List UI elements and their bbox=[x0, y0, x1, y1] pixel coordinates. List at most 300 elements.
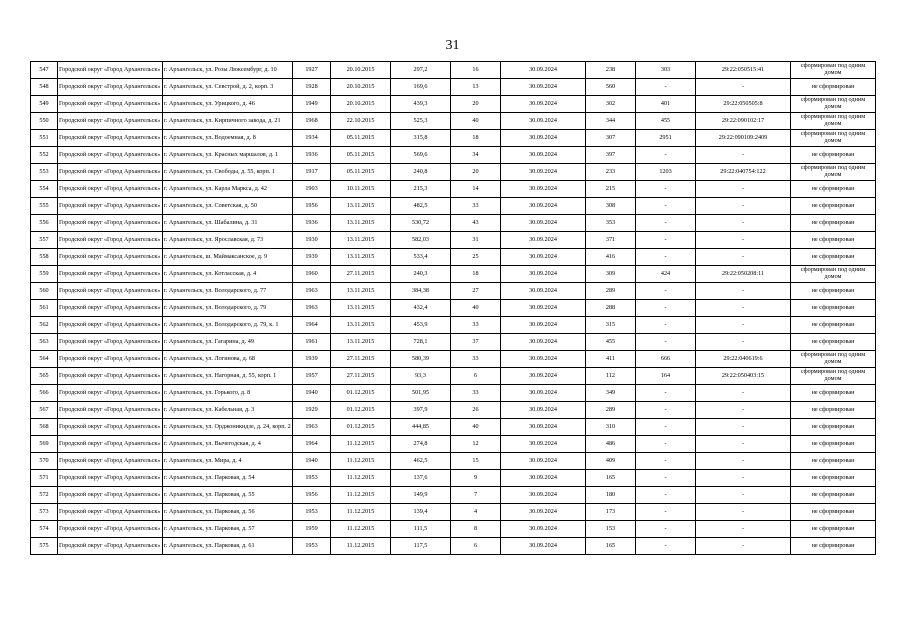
land-plot-status-cell: не сформирован bbox=[791, 249, 876, 266]
value-2-cell: - bbox=[636, 79, 696, 96]
value-2-cell: - bbox=[636, 436, 696, 453]
recognition-date-cell: 13.11.2015 bbox=[331, 232, 391, 249]
cadastral-number-cell: - bbox=[696, 198, 791, 215]
row-number: 552 bbox=[31, 147, 58, 164]
row-number: 562 bbox=[31, 317, 58, 334]
resettlement-deadline-cell: 30.09.2024 bbox=[501, 130, 586, 147]
address-cell: г. Архангельск, ул. Володарского, д. 79 bbox=[163, 300, 293, 317]
land-plot-status-cell: сформирован под одним домом bbox=[791, 62, 876, 79]
recognition-date-cell: 13.11.2015 bbox=[331, 249, 391, 266]
resettlement-deadline-cell: 30.09.2024 bbox=[501, 232, 586, 249]
cadastral-number-cell: - bbox=[696, 249, 791, 266]
municipality-cell: Городской округ «Город Архангельск» bbox=[58, 317, 163, 334]
resettlement-deadline-cell: 30.09.2024 bbox=[501, 147, 586, 164]
resettlement-deadline-cell: 30.09.2024 bbox=[501, 181, 586, 198]
table-row bbox=[31, 164, 876, 181]
value-2-cell: - bbox=[636, 419, 696, 436]
build-year-cell: 1964 bbox=[293, 317, 331, 334]
area-cell: 274,8 bbox=[391, 436, 451, 453]
build-year-cell: 1963 bbox=[293, 419, 331, 436]
build-year-cell: 1956 bbox=[293, 198, 331, 215]
value-1-cell: 215 bbox=[586, 181, 636, 198]
table-row bbox=[31, 113, 876, 130]
address-cell: г. Архангельск, ул. Шабалина, д. 31 bbox=[163, 215, 293, 232]
land-plot-status-cell: не сформирован bbox=[791, 147, 876, 164]
residents-cell: 4 bbox=[451, 504, 501, 521]
recognition-date-cell: 20.10.2015 bbox=[331, 79, 391, 96]
municipality-cell: Городской округ «Город Архангельск» bbox=[58, 164, 163, 181]
residents-cell: 12 bbox=[451, 436, 501, 453]
value-2-cell: 424 bbox=[636, 266, 696, 283]
row-number: 564 bbox=[31, 351, 58, 368]
row-number: 553 bbox=[31, 164, 58, 181]
build-year-cell: 1930 bbox=[293, 232, 331, 249]
value-1-cell: 233 bbox=[586, 164, 636, 181]
land-plot-status-cell: сформирован под одним домом bbox=[791, 368, 876, 385]
cadastral-number-cell: - bbox=[696, 181, 791, 198]
value-1-cell: 411 bbox=[586, 351, 636, 368]
land-plot-status-cell: не сформирован bbox=[791, 300, 876, 317]
resettlement-deadline-cell: 30.09.2024 bbox=[501, 215, 586, 232]
table-row bbox=[31, 385, 876, 402]
municipality-cell: Городской округ «Город Архангельск» bbox=[58, 453, 163, 470]
value-2-cell: - bbox=[636, 538, 696, 555]
row-number: 550 bbox=[31, 113, 58, 130]
row-number: 563 bbox=[31, 334, 58, 351]
value-2-cell: - bbox=[636, 283, 696, 300]
table-row bbox=[31, 504, 876, 521]
municipality-cell: Городской округ «Город Архангельск» bbox=[58, 249, 163, 266]
residents-cell: 40 bbox=[451, 113, 501, 130]
recognition-date-cell: 05.11.2015 bbox=[331, 164, 391, 181]
residents-cell: 33 bbox=[451, 385, 501, 402]
residents-cell: 33 bbox=[451, 351, 501, 368]
area-cell: 462,5 bbox=[391, 453, 451, 470]
address-cell: г. Архангельск, ул. Красных маршалов, д. 1 bbox=[163, 147, 293, 164]
resettlement-deadline-cell: 30.09.2024 bbox=[501, 368, 586, 385]
table-row bbox=[31, 198, 876, 215]
municipality-cell: Городской округ «Город Архангельск» bbox=[58, 130, 163, 147]
municipality-cell: Городской округ «Город Архангельск» bbox=[58, 470, 163, 487]
value-1-cell: 455 bbox=[586, 334, 636, 351]
recognition-date-cell: 20.10.2015 bbox=[331, 62, 391, 79]
value-1-cell: 315 bbox=[586, 317, 636, 334]
area-cell: 501,95 bbox=[391, 385, 451, 402]
municipality-cell: Городской округ «Город Архангельск» bbox=[58, 283, 163, 300]
recognition-date-cell: 13.11.2015 bbox=[331, 283, 391, 300]
row-number: 567 bbox=[31, 402, 58, 419]
row-number: 547 bbox=[31, 62, 58, 79]
value-2-cell: 666 bbox=[636, 351, 696, 368]
table-row bbox=[31, 521, 876, 538]
address-cell: г. Архангельск, ул. Мира, д. 4 bbox=[163, 453, 293, 470]
land-plot-status-cell: не сформирован bbox=[791, 419, 876, 436]
address-cell: г. Архангельск, ул. Володарского, д. 77 bbox=[163, 283, 293, 300]
area-cell: 139,4 bbox=[391, 504, 451, 521]
table-row bbox=[31, 402, 876, 419]
area-cell: 569,6 bbox=[391, 147, 451, 164]
value-2-cell: - bbox=[636, 300, 696, 317]
cadastral-number-cell: - bbox=[696, 215, 791, 232]
value-2-cell: - bbox=[636, 521, 696, 538]
build-year-cell: 1903 bbox=[293, 181, 331, 198]
land-plot-status-cell: не сформирован bbox=[791, 504, 876, 521]
value-2-cell: 401 bbox=[636, 96, 696, 113]
residents-cell: 18 bbox=[451, 266, 501, 283]
value-1-cell: 289 bbox=[586, 283, 636, 300]
residents-cell: 37 bbox=[451, 334, 501, 351]
resettlement-deadline-cell: 30.09.2024 bbox=[501, 198, 586, 215]
area-cell: 149,9 bbox=[391, 487, 451, 504]
value-1-cell: 309 bbox=[586, 266, 636, 283]
cadastral-number-cell: - bbox=[696, 147, 791, 164]
table-row bbox=[31, 317, 876, 334]
cadastral-number-cell: - bbox=[696, 283, 791, 300]
row-number: 571 bbox=[31, 470, 58, 487]
land-plot-status-cell: не сформирован bbox=[791, 215, 876, 232]
cadastral-number-cell: 29:22:050403:15 bbox=[696, 368, 791, 385]
resettlement-deadline-cell: 30.09.2024 bbox=[501, 504, 586, 521]
residents-cell: 27 bbox=[451, 283, 501, 300]
area-cell: 240,8 bbox=[391, 164, 451, 181]
cadastral-number-cell: - bbox=[696, 334, 791, 351]
value-1-cell: 288 bbox=[586, 300, 636, 317]
build-year-cell: 1939 bbox=[293, 351, 331, 368]
value-1-cell: 353 bbox=[586, 215, 636, 232]
residents-cell: 25 bbox=[451, 249, 501, 266]
land-plot-status-cell: не сформирован bbox=[791, 487, 876, 504]
recognition-date-cell: 22.10.2015 bbox=[331, 113, 391, 130]
resettlement-deadline-cell: 30.09.2024 bbox=[501, 334, 586, 351]
value-1-cell: 486 bbox=[586, 436, 636, 453]
value-1-cell: 289 bbox=[586, 402, 636, 419]
resettlement-deadline-cell: 30.09.2024 bbox=[501, 487, 586, 504]
address-cell: г. Архангельск, ул. Володарского, д. 79, к. 1 bbox=[163, 317, 293, 334]
row-number: 572 bbox=[31, 487, 58, 504]
residents-cell: 20 bbox=[451, 96, 501, 113]
table-row bbox=[31, 79, 876, 96]
residents-cell: 26 bbox=[451, 402, 501, 419]
land-plot-status-cell: сформирован под одним домом bbox=[791, 130, 876, 147]
residents-cell: 15 bbox=[451, 453, 501, 470]
residents-cell: 40 bbox=[451, 419, 501, 436]
municipality-cell: Городской округ «Город Архангельск» bbox=[58, 436, 163, 453]
row-number: 557 bbox=[31, 232, 58, 249]
resettlement-deadline-cell: 30.09.2024 bbox=[501, 453, 586, 470]
resettlement-deadline-cell: 30.09.2024 bbox=[501, 419, 586, 436]
value-1-cell: 165 bbox=[586, 538, 636, 555]
area-cell: 453,9 bbox=[391, 317, 451, 334]
residents-cell: 33 bbox=[451, 317, 501, 334]
recognition-date-cell: 11.12.2015 bbox=[331, 453, 391, 470]
land-plot-status-cell: не сформирован bbox=[791, 283, 876, 300]
table-row bbox=[31, 147, 876, 164]
recognition-date-cell: 11.12.2015 bbox=[331, 538, 391, 555]
area-cell: 111,5 bbox=[391, 521, 451, 538]
build-year-cell: 1939 bbox=[293, 249, 331, 266]
value-2-cell: - bbox=[636, 385, 696, 402]
land-plot-status-cell: сформирован под одним домом bbox=[791, 164, 876, 181]
municipality-cell: Городской округ «Город Архангельск» bbox=[58, 96, 163, 113]
address-cell: г. Архангельск, ул. Парковая, д. 57 bbox=[163, 521, 293, 538]
resettlement-deadline-cell: 30.09.2024 bbox=[501, 164, 586, 181]
resettlement-deadline-cell: 30.09.2024 bbox=[501, 317, 586, 334]
area-cell: 525,3 bbox=[391, 113, 451, 130]
value-2-cell: 455 bbox=[636, 113, 696, 130]
table-row bbox=[31, 62, 876, 79]
row-number: 555 bbox=[31, 198, 58, 215]
municipality-cell: Городской округ «Город Архангельск» bbox=[58, 232, 163, 249]
address-cell: г. Архангельск, ул. Логинова, д. 68 bbox=[163, 351, 293, 368]
municipality-cell: Городской округ «Город Архангельск» bbox=[58, 198, 163, 215]
value-2-cell: 303 bbox=[636, 62, 696, 79]
municipality-cell: Городской округ «Город Архангельск» bbox=[58, 334, 163, 351]
value-1-cell: 416 bbox=[586, 249, 636, 266]
build-year-cell: 1968 bbox=[293, 113, 331, 130]
recognition-date-cell: 11.12.2015 bbox=[331, 521, 391, 538]
row-number: 560 bbox=[31, 283, 58, 300]
residents-cell: 6 bbox=[451, 368, 501, 385]
table-row bbox=[31, 334, 876, 351]
page-number: 31 bbox=[445, 38, 460, 53]
land-plot-status-cell: не сформирован bbox=[791, 538, 876, 555]
value-1-cell: 112 bbox=[586, 368, 636, 385]
land-plot-status-cell: сформирован под одним домом bbox=[791, 96, 876, 113]
municipality-cell: Городской округ «Город Архангельск» bbox=[58, 79, 163, 96]
table-row bbox=[31, 487, 876, 504]
resettlement-deadline-cell: 30.09.2024 bbox=[501, 283, 586, 300]
land-plot-status-cell: не сформирован bbox=[791, 521, 876, 538]
area-cell: 432,4 bbox=[391, 300, 451, 317]
value-1-cell: 307 bbox=[586, 130, 636, 147]
resettlement-deadline-cell: 30.09.2024 bbox=[501, 266, 586, 283]
value-2-cell: - bbox=[636, 181, 696, 198]
recognition-date-cell: 13.11.2015 bbox=[331, 215, 391, 232]
row-number: 556 bbox=[31, 215, 58, 232]
cadastral-number-cell: 29:22:040754:122 bbox=[696, 164, 791, 181]
cadastral-number-cell: - bbox=[696, 504, 791, 521]
build-year-cell: 1936 bbox=[293, 215, 331, 232]
table-row bbox=[31, 249, 876, 266]
cadastral-number-cell: 29:22:050515:41 bbox=[696, 62, 791, 79]
build-year-cell: 1953 bbox=[293, 504, 331, 521]
value-2-cell: - bbox=[636, 198, 696, 215]
value-1-cell: 180 bbox=[586, 487, 636, 504]
recognition-date-cell: 05.11.2015 bbox=[331, 130, 391, 147]
address-cell: г. Архангельск, ул. Парковая, д. 54 bbox=[163, 470, 293, 487]
area-cell: 297,2 bbox=[391, 62, 451, 79]
land-plot-status-cell: не сформирован bbox=[791, 385, 876, 402]
value-2-cell: 2951 bbox=[636, 130, 696, 147]
area-cell: 169,6 bbox=[391, 79, 451, 96]
row-number: 554 bbox=[31, 181, 58, 198]
recognition-date-cell: 27.11.2015 bbox=[331, 351, 391, 368]
build-year-cell: 1957 bbox=[293, 368, 331, 385]
value-1-cell: 371 bbox=[586, 232, 636, 249]
municipality-cell: Городской округ «Город Архангельск» bbox=[58, 487, 163, 504]
residents-cell: 33 bbox=[451, 198, 501, 215]
row-number: 551 bbox=[31, 130, 58, 147]
recognition-date-cell: 11.12.2015 bbox=[331, 504, 391, 521]
resettlement-deadline-cell: 30.09.2024 bbox=[501, 300, 586, 317]
residents-cell: 20 bbox=[451, 164, 501, 181]
cadastral-number-cell: 29:22:050208:11 bbox=[696, 266, 791, 283]
cadastral-number-cell: - bbox=[696, 436, 791, 453]
row-number: 574 bbox=[31, 521, 58, 538]
table-body bbox=[31, 62, 876, 555]
row-number: 548 bbox=[31, 79, 58, 96]
municipality-cell: Городской округ «Город Архангельск» bbox=[58, 266, 163, 283]
table-row bbox=[31, 538, 876, 555]
residents-cell: 40 bbox=[451, 300, 501, 317]
resettlement-deadline-cell: 30.09.2024 bbox=[501, 249, 586, 266]
value-2-cell: - bbox=[636, 249, 696, 266]
resettlement-deadline-cell: 30.09.2024 bbox=[501, 402, 586, 419]
municipality-cell: Городской округ «Город Архангельск» bbox=[58, 181, 163, 198]
cadastral-number-cell: 29:22:050505:8 bbox=[696, 96, 791, 113]
address-cell: г. Архангельск, ул. Карла Маркса, д. 42 bbox=[163, 181, 293, 198]
row-number: 569 bbox=[31, 436, 58, 453]
land-plot-status-cell: сформирован под одним домом bbox=[791, 266, 876, 283]
address-cell: г. Архангельск, ул. Горького, д. 8 bbox=[163, 385, 293, 402]
address-cell: г. Архангельск, ул. Гагарина, д. 49 bbox=[163, 334, 293, 351]
table-row bbox=[31, 351, 876, 368]
area-cell: 439,3 bbox=[391, 96, 451, 113]
resettlement-deadline-cell: 30.09.2024 bbox=[501, 351, 586, 368]
municipality-cell: Городской округ «Город Архангельск» bbox=[58, 300, 163, 317]
resettlement-deadline-cell: 30.09.2024 bbox=[501, 436, 586, 453]
municipality-cell: Городской округ «Город Архангельск» bbox=[58, 385, 163, 402]
area-cell: 444,85 bbox=[391, 419, 451, 436]
residents-cell: 16 bbox=[451, 62, 501, 79]
area-cell: 530,72 bbox=[391, 215, 451, 232]
build-year-cell: 1963 bbox=[293, 283, 331, 300]
cadastral-number-cell: - bbox=[696, 402, 791, 419]
address-cell: г. Архангельск, ул. Парковая, д. 61 bbox=[163, 538, 293, 555]
build-year-cell: 1928 bbox=[293, 79, 331, 96]
resettlement-deadline-cell: 30.09.2024 bbox=[501, 470, 586, 487]
address-cell: г. Архангельск, ул. Свободы, д. 55, корп. 1 bbox=[163, 164, 293, 181]
row-number: 575 bbox=[31, 538, 58, 555]
value-1-cell: 344 bbox=[586, 113, 636, 130]
residents-cell: 14 bbox=[451, 181, 501, 198]
area-cell: 137,6 bbox=[391, 470, 451, 487]
value-2-cell: 1203 bbox=[636, 164, 696, 181]
land-plot-status-cell: не сформирован bbox=[791, 436, 876, 453]
build-year-cell: 1929 bbox=[293, 402, 331, 419]
residents-cell: 9 bbox=[451, 470, 501, 487]
value-1-cell: 409 bbox=[586, 453, 636, 470]
residents-cell: 18 bbox=[451, 130, 501, 147]
value-1-cell: 153 bbox=[586, 521, 636, 538]
cadastral-number-cell: - bbox=[696, 79, 791, 96]
value-2-cell: - bbox=[636, 232, 696, 249]
residents-cell: 13 bbox=[451, 79, 501, 96]
value-2-cell: - bbox=[636, 147, 696, 164]
cadastral-number-cell: 29:22:090102:17 bbox=[696, 113, 791, 130]
resettlement-deadline-cell: 30.09.2024 bbox=[501, 62, 586, 79]
cadastral-number-cell: - bbox=[696, 521, 791, 538]
land-plot-status-cell: сформирован под одним домом bbox=[791, 113, 876, 130]
row-number: 573 bbox=[31, 504, 58, 521]
cadastral-number-cell: - bbox=[696, 487, 791, 504]
municipality-cell: Городской округ «Город Архангельск» bbox=[58, 402, 163, 419]
build-year-cell: 1963 bbox=[293, 300, 331, 317]
address-cell: г. Архангельск, ул. Парковая, д. 55 bbox=[163, 487, 293, 504]
area-cell: 240,3 bbox=[391, 266, 451, 283]
value-2-cell: - bbox=[636, 317, 696, 334]
cadastral-number-cell: - bbox=[696, 385, 791, 402]
value-1-cell: 349 bbox=[586, 385, 636, 402]
residents-cell: 31 bbox=[451, 232, 501, 249]
build-year-cell: 1960 bbox=[293, 266, 331, 283]
table-row bbox=[31, 419, 876, 436]
recognition-date-cell: 27.11.2015 bbox=[331, 266, 391, 283]
address-cell: г. Архангельск, ул. Урицкого, д. 46 bbox=[163, 96, 293, 113]
build-year-cell: 1936 bbox=[293, 147, 331, 164]
resettlement-deadline-cell: 30.09.2024 bbox=[501, 521, 586, 538]
row-number: 570 bbox=[31, 453, 58, 470]
value-2-cell: - bbox=[636, 453, 696, 470]
area-cell: 533,4 bbox=[391, 249, 451, 266]
cadastral-number-cell: - bbox=[696, 300, 791, 317]
cadastral-number-cell: 29:22:090109:2409 bbox=[696, 130, 791, 147]
row-number: 558 bbox=[31, 249, 58, 266]
value-2-cell: - bbox=[636, 487, 696, 504]
municipality-cell: Городской округ «Город Архангельск» bbox=[58, 147, 163, 164]
land-plot-status-cell: не сформирован bbox=[791, 79, 876, 96]
residents-cell: 7 bbox=[451, 487, 501, 504]
land-plot-status-cell: не сформирован bbox=[791, 470, 876, 487]
land-plot-status-cell: не сформирован bbox=[791, 402, 876, 419]
address-cell: г. Архангельск, ул. Нагорная, д. 55, корп. 1 bbox=[163, 368, 293, 385]
value-2-cell: - bbox=[636, 334, 696, 351]
table-row bbox=[31, 181, 876, 198]
table-row bbox=[31, 283, 876, 300]
residents-cell: 43 bbox=[451, 215, 501, 232]
cadastral-number-cell: 29:22:040619:6 bbox=[696, 351, 791, 368]
land-plot-status-cell: не сформирован bbox=[791, 232, 876, 249]
municipality-cell: Городской округ «Город Архангельск» bbox=[58, 215, 163, 232]
table-row bbox=[31, 266, 876, 283]
table-row bbox=[31, 436, 876, 453]
resettlement-deadline-cell: 30.09.2024 bbox=[501, 113, 586, 130]
area-cell: 117,5 bbox=[391, 538, 451, 555]
address-cell: г. Архангельск, ул. Советская, д. 50 bbox=[163, 198, 293, 215]
address-cell: г. Архангельск, ул. Ярославская, д. 73 bbox=[163, 232, 293, 249]
value-1-cell: 238 bbox=[586, 62, 636, 79]
value-1-cell: 308 bbox=[586, 198, 636, 215]
table-row bbox=[31, 96, 876, 113]
resettlement-deadline-cell: 30.09.2024 bbox=[501, 538, 586, 555]
land-plot-status-cell: сформирован под одним домом bbox=[791, 351, 876, 368]
value-1-cell: 302 bbox=[586, 96, 636, 113]
build-year-cell: 1917 bbox=[293, 164, 331, 181]
cadastral-number-cell: - bbox=[696, 232, 791, 249]
municipality-cell: Городской округ «Город Архангельск» bbox=[58, 368, 163, 385]
area-cell: 93,3 bbox=[391, 368, 451, 385]
value-1-cell: 310 bbox=[586, 419, 636, 436]
recognition-date-cell: 27.11.2015 bbox=[331, 368, 391, 385]
land-plot-status-cell: не сформирован bbox=[791, 334, 876, 351]
build-year-cell: 1953 bbox=[293, 470, 331, 487]
build-year-cell: 1949 bbox=[293, 96, 331, 113]
area-cell: 582,03 bbox=[391, 232, 451, 249]
recognition-date-cell: 20.10.2015 bbox=[331, 96, 391, 113]
recognition-date-cell: 01.12.2015 bbox=[331, 385, 391, 402]
municipality-cell: Городской округ «Город Архангельск» bbox=[58, 351, 163, 368]
build-year-cell: 1940 bbox=[293, 385, 331, 402]
